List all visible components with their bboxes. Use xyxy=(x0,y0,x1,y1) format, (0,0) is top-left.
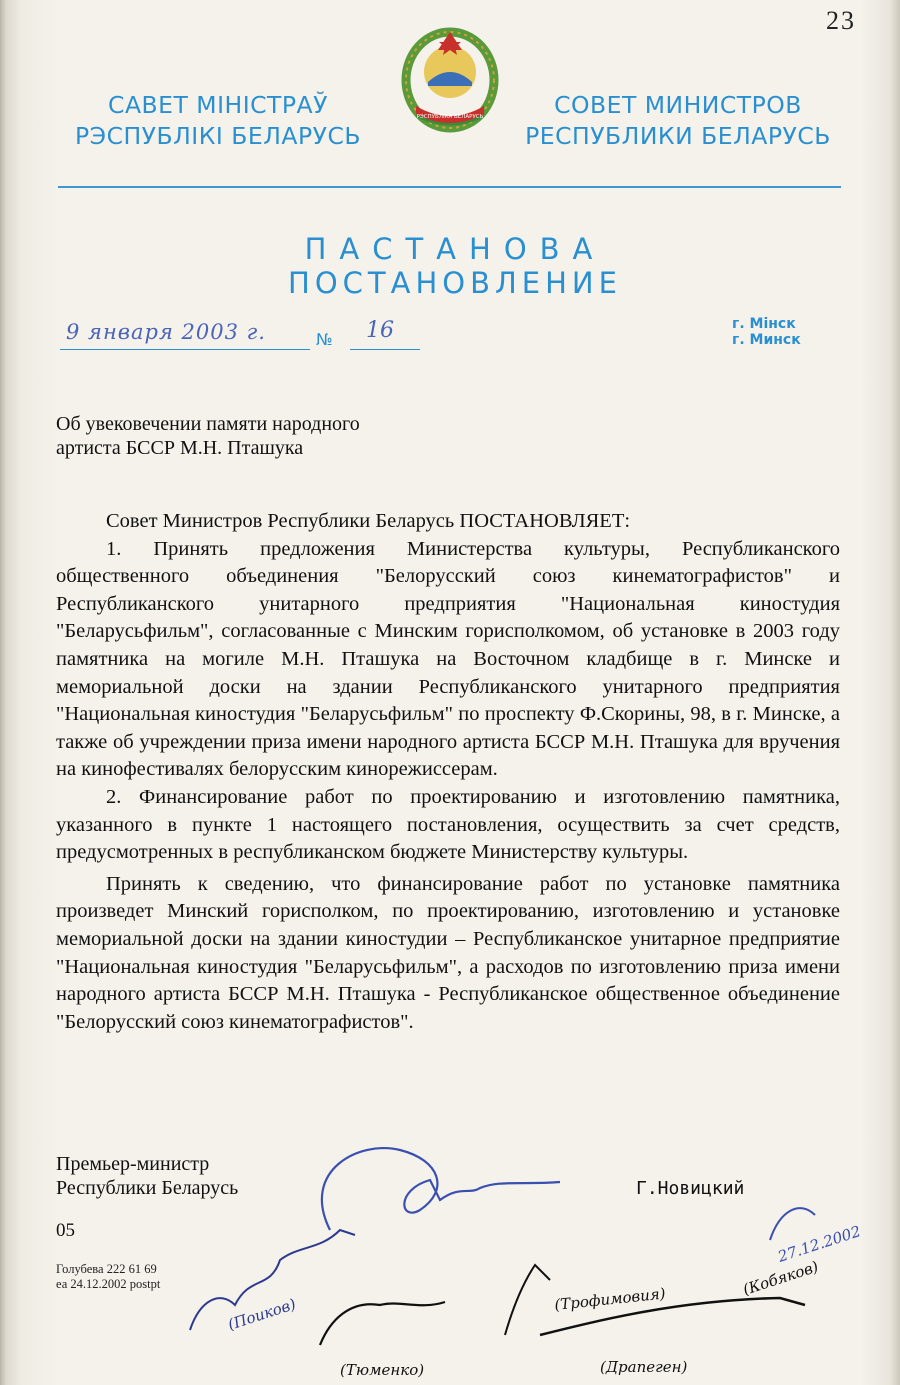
header-by-line2: РЭСПУБЛІКІ БЕЛАРУСЬ xyxy=(74,122,362,150)
signatory-name: Г.Новицкий xyxy=(636,1178,745,1199)
body-paragraph-3: Принять к сведению, что финансирование работ по установке памятника произведет Минский горисполком, по проектированию, изготовлению и установке мемориальной доски на здании киностудии – Республиканское унитарное предприятие "Национальная киностудия "Беларусьфильм", а расходов по изготовлению приза имени народного артиста БССР М.Н. Пташука - Республиканское общественное объединение "Белорусский союз кинематографистов". xyxy=(56,872,840,1033)
visa-signature-3 xyxy=(505,1265,550,1335)
city-by: г. Мінск xyxy=(732,316,796,332)
body-intro: Совет Министров Республики Беларусь ПОСТАНОВЛЯЕТ: xyxy=(106,510,631,532)
signatory-position-line2: Республики Беларусь xyxy=(56,1177,239,1199)
premier-signature xyxy=(322,1148,560,1230)
file-reference: еа 24.12.2002 postpt xyxy=(56,1277,161,1291)
visa-name-3: (Трофимовия) xyxy=(553,1284,667,1314)
visa-signature-1 xyxy=(190,1230,355,1330)
handwritten-date: 9 января 2003 г. xyxy=(66,320,266,344)
visa-name-2: (Тюменко) xyxy=(340,1361,425,1379)
page-number: 23 xyxy=(826,6,856,35)
visa-signature-2 xyxy=(320,1302,445,1345)
signatory-position xyxy=(56,1152,238,1200)
document-body xyxy=(56,508,840,1036)
body-paragraph-2: 2. Финансирование работ по проектированию и изготовлению памятника, указанного в пункте 1 настоящего постановления, осуществить за счет средств, предусмотренных в республиканском бюджете Министерству культуры. xyxy=(56,785,840,864)
header-ru-line2: РЕСПУБЛИКИ БЕЛАРУСЬ xyxy=(525,122,831,150)
state-emblem-icon xyxy=(398,22,502,134)
visa-name-5: (Драпеген) xyxy=(600,1358,688,1376)
header-by xyxy=(58,90,378,152)
document-type-by: ПАСТАНОВА xyxy=(304,232,606,266)
subject-line1: Об увековечении памяти народного xyxy=(56,413,360,435)
signatory-position-line1: Премьер-министр xyxy=(56,1153,210,1175)
document-subject xyxy=(56,412,360,460)
header-divider xyxy=(58,186,841,188)
header-ru xyxy=(508,90,848,152)
visa-signature-4 xyxy=(540,1298,805,1335)
number-label: № xyxy=(316,330,333,349)
header-ru-line1: СОВЕТ МИНИСТРОВ xyxy=(554,91,802,119)
document-code: 05 xyxy=(56,1220,75,1241)
executor-info xyxy=(56,1262,160,1292)
document-type xyxy=(270,232,640,300)
city xyxy=(732,316,801,348)
visa-date: 27.12.2002 xyxy=(775,1222,863,1266)
executor-name-phone: Голубева 222 61 69 xyxy=(56,1262,157,1276)
visa-signature-5 xyxy=(770,1208,815,1240)
body-paragraph-1: 1. Принять предложения Министерства культуры, Республиканского общественного объединения "Белорусский союз кинематографистов" и Республиканского унитарного предприятия "Национальная киностудия "Беларусьфильм", согласованные с Минским горисполкомом, об установке в 2003 году памятника на могиле М.Н. Пташука на Восточном кладбище в г. Минске и мемориальной доски на здании Республиканского унитарного предприятия "Национальная киностудия "Беларусьфильм" по проспекту Ф.Скорины, 98, в г. Минске, а также об учреждении приза имени народного артиста БССР М.Н. Пташука для вручения на кинофестивалях белорусским кинорежиссерам. xyxy=(56,537,840,781)
handwritten-number: 16 xyxy=(366,318,394,343)
emblem-ribbon-text: РЭСПУБЛІКА БЕЛАРУСЬ xyxy=(416,114,484,120)
visa-name-4: (Кобяков) xyxy=(740,1257,821,1299)
visa-name-1: (Поиков) xyxy=(225,1294,299,1334)
subject-line2: артиста БССР М.Н. Пташука xyxy=(56,437,304,459)
city-ru: г. Минск xyxy=(732,332,801,348)
document-type-ru: ПОСТАНОВЛЕНИЕ xyxy=(288,266,622,300)
header-by-line1: САВЕТ МІНІСТРАЎ xyxy=(108,91,328,119)
